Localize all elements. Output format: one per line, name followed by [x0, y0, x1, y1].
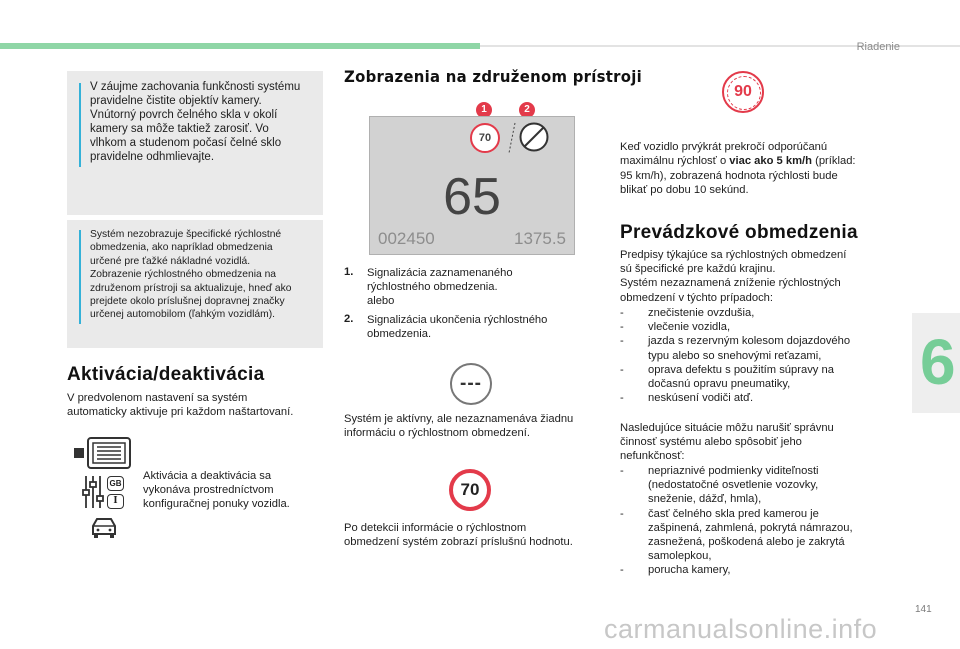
sign-value: 90	[734, 83, 752, 100]
paragraph-detection: Po detekcii informácie o rýchlostnom obmedzení systém zobrazí príslušnú hodnotu.	[344, 522, 573, 549]
text-bold: viac ako 5 km/h	[729, 155, 812, 168]
paragraph-regulations: Predpisy týkajúce sa rýchlostných obmedzení sú špecifické pre každú krajinu. Systém nezaznamená zníženie rýchlostných obmedzení v týchto prípadoch:	[620, 249, 847, 304]
list-number: 2.	[344, 313, 354, 325]
end-of-limit-icon	[518, 121, 550, 153]
list-item: - oprava defektu s použitím súpravy na dočasnú opravu pneumatiky,	[620, 363, 865, 391]
language-gb-icon: GB	[107, 476, 124, 491]
list-item: - znečistenie ovzdušia,	[620, 306, 865, 320]
list-item: - jazda s rezervným kolesom dojazdového typu alebo so snehovými reťazami,	[620, 334, 865, 362]
paragraph-default-activation: V predvolenom nastavení sa systém automaticky aktivuje pri každom naštartovaní.	[67, 392, 294, 419]
callout-badge-1: 1	[476, 102, 492, 118]
info-i-icon: I	[107, 494, 124, 509]
info-note-limits	[67, 220, 323, 348]
info-note-camera	[67, 71, 323, 215]
section-title: Riadenie	[856, 41, 900, 53]
speed-limit-70-icon: 70	[449, 469, 491, 511]
no-limit-sign-icon: ---	[450, 363, 492, 405]
instrument-cluster-display	[369, 116, 575, 255]
disturbance-list	[620, 464, 865, 578]
separator-dash-line	[507, 121, 517, 155]
speed-limit-90-icon	[722, 71, 764, 113]
text: Keď vozidlo prvýkrát prekročí odporúčanú maximálnu rýchlosť o	[620, 141, 828, 168]
paragraph-overspeed	[620, 126, 885, 197]
header-accent-bar	[0, 43, 480, 49]
paragraph-no-info: Systém je aktívny, ale nezaznamenáva žiadnu informáciu o rýchlostnom obmedzení.	[344, 413, 574, 440]
heading-operating-limits: Prevádzkové obmedzenia	[620, 222, 858, 243]
info-icon	[79, 83, 81, 167]
note-text: Systém nezobrazuje špecifické rýchlostné obmedzenia, ako napríklad obmedzenia určené pre ťažké nákladné vozidlá. Zobrazenie rýchlostného obmedzenia na združenom prístroji sa aktualizuje, hneď ako prejdete okolo príslušnej dopravnej značky určenej automobilom (ľahkým vozidlám).	[90, 229, 292, 321]
trip-meter: 1375.5	[514, 229, 566, 248]
list-text: Signalizácia zaznamenaného rýchlostného obmedzenia. alebo	[367, 267, 513, 308]
speed-limit-sign: 70	[470, 123, 500, 153]
page-number: 141	[915, 604, 932, 615]
limitations-list	[620, 306, 865, 405]
list-item: - vlečenie vozidla,	[620, 320, 865, 334]
text: (príklad: 95 km/h), zobrazená hodnota rýchlosti bude blikať po dobu 10 sekúnd.	[620, 155, 856, 196]
chapter-number: 6	[920, 326, 956, 398]
list-item: - časť čelného skla pred kamerou je zašpinená, zahmlená, pokrytá námrazou, zasnežená, poškodená alebo je zakrytá samolepkou,	[620, 507, 865, 564]
info-icon	[79, 230, 81, 324]
numbered-list	[344, 266, 594, 346]
watermark: carmanualsonline.info	[604, 614, 878, 644]
list-item: - porucha kamery,	[620, 563, 865, 577]
list-text: Signalizácia ukončenia rýchlostného obmedzenia.	[367, 314, 548, 341]
heading-displays: Zobrazenia na združenom prístroji	[344, 67, 643, 86]
current-speed: 65	[443, 168, 501, 226]
paragraph-config-menu: Aktivácia a deaktivácia sa vykonáva prostredníctvom konfiguračnej ponuky vozidla.	[143, 470, 290, 511]
note-text: V záujme zachovania funkčnosti systému pravidelne čistite objektív kamery. Vnútorný povrch čelného skla v okolí kamery sa môže taktiež zarosiť. Vo vlhkom a studenom počasí čelné sklo pravidelne odhmlievajte.	[90, 81, 301, 163]
list-item: - nepriaznivé podmienky viditeľnosti (nedostatočné osvetlenie vozovky, sneženie, dážď, hmla),	[620, 464, 865, 507]
list-number: 1.	[344, 266, 354, 278]
touchscreen-menu-icon	[72, 436, 134, 470]
odometer: 002450	[378, 229, 435, 248]
paragraph-disturbances: Nasledujúce situácie môžu narušiť správnu činnosť systému alebo spôsobiť jeho nefunkčnosť:	[620, 422, 834, 463]
callout-badge-2: 2	[519, 102, 535, 118]
heading-activation: Aktivácia/deaktivácia	[67, 364, 265, 385]
list-item: - neskúsení vodiči atď.	[620, 391, 865, 405]
car-settings-icon	[88, 515, 120, 539]
